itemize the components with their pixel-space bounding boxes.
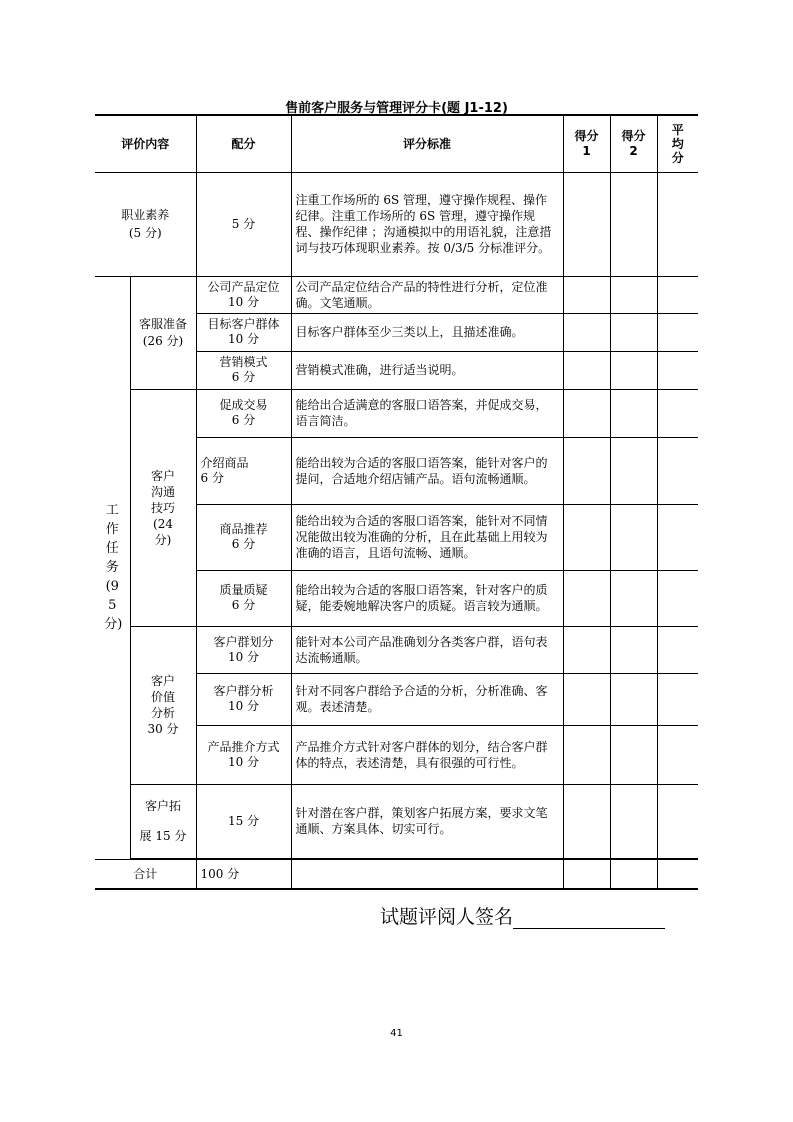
- signature-label: 试题评阅人签名: [380, 906, 514, 928]
- task-row: [95, 389, 698, 437]
- item-criteria: 公司产品定位结合产品的特性进行分析，定位准确。文笔通顺。: [291, 276, 563, 313]
- scorecard-title: 售前客户服务与管理评分卡(题 J1-12): [285, 101, 508, 116]
- page-number: 41: [390, 1028, 403, 1039]
- item-criteria: 产品推介方式针对客户群体的划分，结合客户群体的特点，表述清楚，具有很强的可行性。: [291, 725, 563, 784]
- item-name: 产品推介方式 10 分: [196, 725, 291, 784]
- average-cell: [657, 313, 698, 351]
- score2-cell: [610, 504, 657, 570]
- item-criteria: 能给出较为合适的客服口语答案，能针对客户的提问，合适地介绍店铺产品。语句流畅通顺。: [291, 437, 563, 504]
- score1-cell: [563, 504, 610, 570]
- score2-cell: [610, 859, 657, 889]
- item-name: 营销模式 6 分: [196, 351, 291, 389]
- task-row: [95, 784, 698, 858]
- professional-row: [95, 172, 698, 276]
- total-criteria-cell: [291, 859, 563, 889]
- item-criteria: 能给出较为合适的客服口语答案，针对客户的质疑，能委婉地解决客户的质疑。语言较为通顺。: [291, 570, 563, 626]
- score1-cell: [563, 784, 610, 858]
- total-label: 合计: [95, 859, 196, 889]
- score1-cell: [563, 570, 610, 626]
- item-name: 质量质疑 6 分: [196, 570, 291, 626]
- average-cell: [657, 351, 698, 389]
- group-label-expansion: 客户拓 展 15 分: [130, 784, 196, 858]
- score1-cell: [563, 437, 610, 504]
- average-cell: [657, 276, 698, 313]
- score1-cell: [563, 859, 610, 889]
- score1-cell: [563, 725, 610, 784]
- task-label-cell: [95, 276, 130, 859]
- item-name: 公司产品定位 10 分: [196, 276, 291, 313]
- task-row: [95, 276, 698, 313]
- scorecard-table: [95, 114, 698, 890]
- header-average: 平 均 分: [657, 115, 698, 172]
- header-points: 配分: [196, 115, 291, 172]
- professional-criteria: 注重工作场所的 6S 管理，遵守操作规程、操作纪律。注重工作场所的 6S 管理，遵守操作规程、操作纪律 ；沟通模拟中的用语礼貌，注意措词与技巧体现职业素养。按 0/3/5 分标准评分。: [291, 172, 563, 276]
- average-cell: [657, 172, 698, 276]
- task-label: 工作任务(95分): [104, 503, 123, 632]
- average-cell: [657, 570, 698, 626]
- score1-cell: [563, 351, 610, 389]
- header-criteria: 评分标准: [291, 115, 563, 172]
- header-content: 评价内容: [95, 115, 196, 172]
- item-criteria: 能针对本公司产品准确划分各类客户群，语句表达流畅通顺。: [291, 626, 563, 673]
- average-cell: [657, 437, 698, 504]
- score1-cell: [563, 276, 610, 313]
- score2-cell: [610, 784, 657, 858]
- score2-cell: [610, 725, 657, 784]
- score2-cell: [610, 351, 657, 389]
- item-criteria: 营销模式准确，进行适当说明。: [291, 351, 563, 389]
- item-name: 目标客户群体 10 分: [196, 313, 291, 351]
- reviewer-signature: [380, 902, 665, 929]
- score2-cell: [610, 313, 657, 351]
- header-score1: 得分 1: [563, 115, 610, 172]
- score1-cell: [563, 626, 610, 673]
- average-cell: [657, 725, 698, 784]
- item-criteria: 能给出较为合适的客服口语答案，能针对不同情况能做出较为准确的分析，且在此基础上用较为准确的语言，且语句流畅、通顺。: [291, 504, 563, 570]
- score2-cell: [610, 276, 657, 313]
- average-cell: [657, 859, 698, 889]
- score2-cell: [610, 437, 657, 504]
- score2-cell: [610, 626, 657, 673]
- score2-cell: [610, 389, 657, 437]
- group-label-value-analysis: 客户 价值 分析 30 分: [130, 626, 196, 784]
- score2-cell: [610, 570, 657, 626]
- item-name: 商品推荐 6 分: [196, 504, 291, 570]
- score1-cell: [563, 313, 610, 351]
- total-points: 100 分: [196, 859, 291, 889]
- item-name: 促成交易 6 分: [196, 389, 291, 437]
- professional-points: 5 分: [196, 172, 291, 276]
- item-name: 客户群划分 10 分: [196, 626, 291, 673]
- group-label-communication: 客户 沟通 技巧 (24 分): [130, 389, 196, 626]
- score1-cell: [563, 172, 610, 276]
- item-name: 15 分: [196, 784, 291, 858]
- average-cell: [657, 389, 698, 437]
- item-name: 客户群分析 10 分: [196, 673, 291, 725]
- item-criteria: 目标客户群体至少三类以上，且描述准确。: [291, 313, 563, 351]
- average-cell: [657, 784, 698, 858]
- average-cell: [657, 673, 698, 725]
- item-criteria: 针对潜在客户群，策划客户拓展方案，要求文笔通顺、方案具体、切实可行。: [291, 784, 563, 858]
- group-label-service-prep: 客服准备 (26 分): [130, 276, 196, 389]
- score2-cell: [610, 172, 657, 276]
- average-cell: [657, 626, 698, 673]
- total-row: [95, 859, 698, 889]
- item-criteria: 能给出合适满意的客服口语答案，并促成交易，语言简洁。: [291, 389, 563, 437]
- task-row: [95, 626, 698, 673]
- score1-cell: [563, 673, 610, 725]
- average-cell: [657, 504, 698, 570]
- score2-cell: [610, 673, 657, 725]
- header-score2: 得分 2: [610, 115, 657, 172]
- score1-cell: [563, 389, 610, 437]
- signature-line[interactable]: [513, 908, 665, 929]
- item-criteria: 针对不同客户群给予合适的分析，分析准确、客观。表述清楚。: [291, 673, 563, 725]
- item-name: 介绍商品 6 分: [196, 437, 291, 504]
- header-row: [95, 115, 698, 172]
- professional-label: 职业素养 (5 分): [95, 172, 196, 276]
